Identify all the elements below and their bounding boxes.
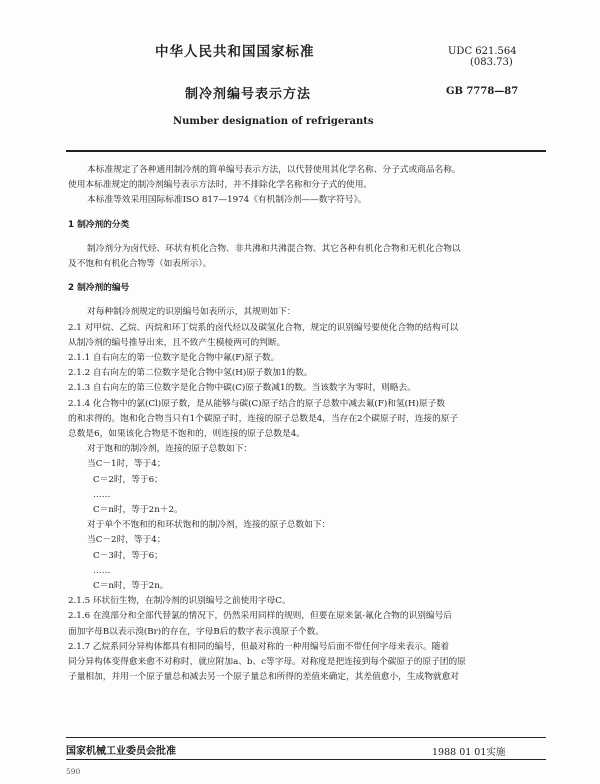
footer-bottom-divider [66, 759, 546, 760]
clause-2-1-5: 2.1.5 环状衍生物，在制冷剂的识别编号之前使用字母C。 [68, 596, 291, 607]
clause-2-1-7: 同分异构体变得愈来愈不对称时，就应附加a、b、c等字母。对称度是把连接到每个碳原子的原子团的原 [68, 657, 466, 668]
clause-2-1-1: 2.1.1 自右向左的第一位数字是化合物中氟(F)原子数。 [68, 353, 280, 364]
unsaturated-rule: 当C－2时，等于4； [87, 535, 166, 546]
saturated-intro: 对于饱和的制冷剂，连接的原子总数如下： [87, 444, 253, 455]
saturated-rule: C＝2时，等于6； [93, 474, 163, 485]
unsaturated-rule: C＝n时，等于2n。 [93, 581, 169, 592]
section-1-heading: 1 制冷剂的分类 [68, 219, 130, 230]
clause-2-1-4: 2.1.4 化合物中的氯(Cl)原子数，是从能够与碳(C)原子结合的原子总数中减去氟(F)和氢(H)原子数 [68, 398, 446, 409]
header-divider [66, 150, 546, 152]
clause-2-1-2: 2.1.2 自右向左的第二位数字是化合物中氢(H)原子数加1的数。 [68, 368, 313, 379]
section-2-heading: 2 制冷剂的编号 [68, 283, 130, 294]
clause-2-1: 2.1 对甲烷、乙烷、丙烷和环丁烷系的卤代烃以及碳氢化合物，规定的识别编号要使化合物的结构可以 [68, 322, 459, 333]
approver: 国家机械工业委员会批准 [66, 746, 176, 757]
intro-paragraph-line: 使用本标准规定的制冷剂编号表示方法时，并不排除化学名称和分子式的使用。 [68, 180, 373, 191]
section-1-text: 制冷剂分为卤代烃、环状有机化合物、非共沸和共沸混合物、其它各种有机化合物和无机化合物以 [87, 243, 461, 254]
document-body [68, 163, 546, 686]
unsaturated-intro: 对于单个不饱和的和环状饱和的制冷剂，连接的原子总数如下： [87, 520, 331, 531]
unsaturated-rule: C－3时，等于6； [93, 550, 163, 561]
udc-number [448, 46, 517, 68]
gb-number: GB 7778—87 [446, 86, 519, 97]
document-title: 制冷剂编号表示方法 [185, 87, 312, 102]
clause-2-1-6: 2.1.6 在溴部分和全部代替氯的情况下，仍然采用同样的规则，但要在原来氯-氟化合物的识别编号后 [68, 611, 452, 622]
clause-2-1-4: 的和求得的。饱和化合物当只有1个碳原子时，连接的原子总数是4，当存在2个碳原子时，连接的原子 [68, 413, 459, 424]
clause-2-1-7: 2.1.7 乙烷系同分异构体都具有相同的编号，但最对称的一种用编号后面不带任何字母来表示。随着 [68, 641, 450, 652]
intro-paragraph-line: 本标准规定了各种通用制冷剂的简单编号表示方法，以代替使用其化学名称、分子式或商品名称。 [87, 165, 461, 175]
footer-divider [66, 737, 546, 738]
udc-line-1: UDC 621.564 [448, 46, 517, 57]
implementation-date: 1988 01 01实施 [432, 747, 506, 758]
clause-2-1-7: 子量相加，并用一个原子量总和减去另一个原子量总和所得的差值来确定，其差值愈小，生成物就愈对 [68, 672, 459, 683]
english-title: Number designation of refrigerants [173, 116, 374, 127]
unsaturated-ellipsis: …… [93, 565, 111, 576]
saturated-ellipsis: …… [93, 489, 111, 500]
clause-2-1: 从制冷剂的编号推导出来，且不致产生模棱两可的判断。 [68, 337, 286, 348]
section-1-text: 及不饱和有机化合物等（如表所示）。 [68, 259, 212, 270]
standard-title: 中华人民共和国国家标准 [155, 44, 315, 60]
section-2-intro: 对每种制冷剂规定的识别编号如表所示，其规则如下： [87, 307, 296, 318]
udc-line-2: (083.73) [470, 57, 513, 68]
clause-2-1-3: 2.1.3 自右向左的第三位数字是化合物中碳(C)原子数减1的数。当该数字为零时，则略去。 [68, 383, 416, 394]
saturated-rule: 当C－1时，等于4； [87, 459, 166, 470]
clause-2-1-6: 面加字母B以表示溴(Br)的存在，字母B后的数字表示溴原子个数。 [68, 626, 324, 637]
saturated-rule: C＝n时，等于2n＋2。 [93, 505, 183, 516]
page-number: 590 [66, 767, 81, 776]
clause-2-1-4: 总数是6，如果该化合物是不饱和的，则连接的原子总数是4。 [68, 429, 305, 440]
intro-paragraph-line: 本标准等效采用国际标准ISO 817—1974《有机制冷剂——数字符号》。 [87, 195, 367, 206]
